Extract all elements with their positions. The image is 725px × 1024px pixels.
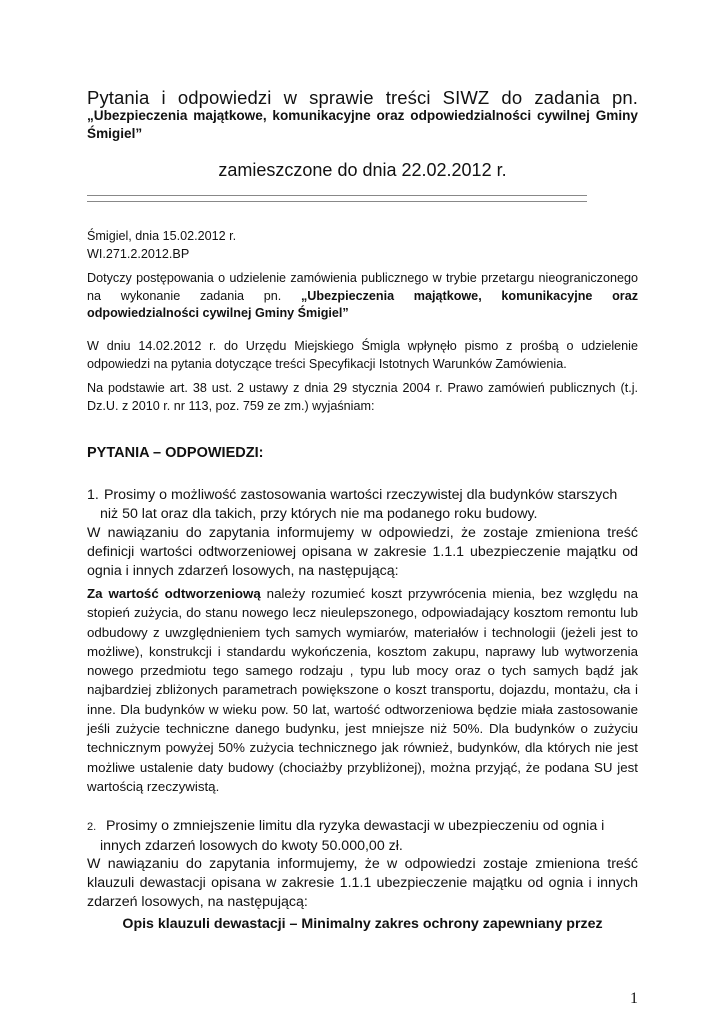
question-text: Prosimy o zmniejszenie limitu dla ryzyka dewastacji w ubezpieczeniu od ognia i xyxy=(105,818,605,834)
publication-date-line: zamieszczone do dnia 22.02.2012 r. xyxy=(218,160,507,180)
clause-heading: Opis klauzuli dewastacji – Minimalny zakres ochrony zapewniany przez xyxy=(122,916,603,932)
document-subtitle: „Ubezpieczenia majątkowe, komunikacyjne oraz odpowiedzialności cywilnej Gminy Śmigiel” xyxy=(87,108,638,141)
question-text: Prosimy o możliwość zastosowania wartości rzeczywistej dla budynków starszych xyxy=(103,487,618,503)
definition-text: należy rozumieć koszt przywrócenia mienia, bez względu na stopień zużycia, do stanu nowego lecz nieulepszonego, odpowiadający kosztom remontu lub odbudowy z uwzględnieniem tych samych wymiarów, materiałów i technologii (jeżeli jest to możliwe), konstrukcji i standardu wykończenia, kosztom zakupu, naprawy lub wytworzenia nowego przedmiotu tego samego rodzaju , typu lub mocy oraz o tych samych bądź jak najbardziej zbliżonych parametrach powiększone o koszt transportu, dojazdu, montażu, cła i inne. Dla budynków w wieku pow. 50 lat, wartość odtworzeniowa będzie miała zastosowanie jeśli zużycie techniczne danego budynku, jest mniejsze niż 50%. Dla budynków o zużyciu technicznym powyżej 50% zużycia technicznego jak również, budynków, dla których nie jest możliwe ustalenie daty budowy (chociażby przybliżonej), można przyjąć, że podana SU jest wartością rzeczywistą. xyxy=(87,586,638,794)
document-title: Pytania i odpowiedzi w sprawie treści SIWZ do zadania pn. xyxy=(87,87,638,108)
double-rule-divider xyxy=(87,195,587,202)
section-heading: PYTANIA – ODPOWIEDZI: xyxy=(87,445,264,461)
request-paragraph: W dniu 14.02.2012 r. do Urzędu Miejskiego Śmigla wpłynęło pismo z prośbą o udzielenie odpowiedzi na pytania dotyczące treści Specyfikacji Istotnych Warunków Zamówienia. xyxy=(87,339,638,371)
question-number: 1. xyxy=(87,487,99,503)
reference-number: WI.271.2.2012.BP xyxy=(87,246,190,261)
question-1 xyxy=(87,486,638,524)
concerns-text: Dotyczy postępowania o udzielenie zamówienia publicznego w trybie przetargu nieograniczonego na wykonanie zadania pn. xyxy=(87,271,638,303)
definition-term: Za wartość odtworzeniową xyxy=(87,586,261,601)
definition-paragraph xyxy=(87,584,638,796)
place-date: Śmigiel, dnia 15.02.2012 r. xyxy=(87,229,237,243)
concerns-paragraph xyxy=(87,270,638,323)
question-text-continued: niż 50 lat oraz dla takich, przy których nie ma podanego roku budowy. xyxy=(100,506,538,522)
question-number: 2. xyxy=(87,821,97,833)
legal-basis-paragraph: Na podstawie art. 38 ust. 2 ustawy z dnia 29 stycznia 2004 r. Prawo zamówień publicznych (t.j. Dz.U. z 2010 r. nr 113, poz. 759 ze zm.) wyjaśniam: xyxy=(87,381,638,413)
page-number: 1 xyxy=(630,990,638,1007)
answer-1: W nawiązaniu do zapytania informujemy w odpowiedzi, że zostaje zmieniona treść definicji wartości odtworzeniowej opisana w zakresie 1.1.1 ubezpieczenie majątku od ognia i innych zdarzeń losowych, na następującą: xyxy=(87,525,638,579)
concerns-task-name: „Ubezpieczenia majątkowe, komunikacyjne oraz odpowiedzialności cywilnej Gminy Śmigiel” xyxy=(87,288,639,320)
letter-meta xyxy=(87,228,638,263)
question-2 xyxy=(87,817,638,856)
answer-2: W nawiązaniu do zapytania informujemy, że w odpowiedzi zostaje zmieniona treść klauzuli dewastacji opisana w zakresie 1.1.1 ubezpieczenie majątku od ognia i innych zdarzeń losowych, na następującą: xyxy=(87,856,638,910)
question-text-continued: innych zdarzeń losowych do kwoty 50.000,00 zł. xyxy=(100,838,403,854)
